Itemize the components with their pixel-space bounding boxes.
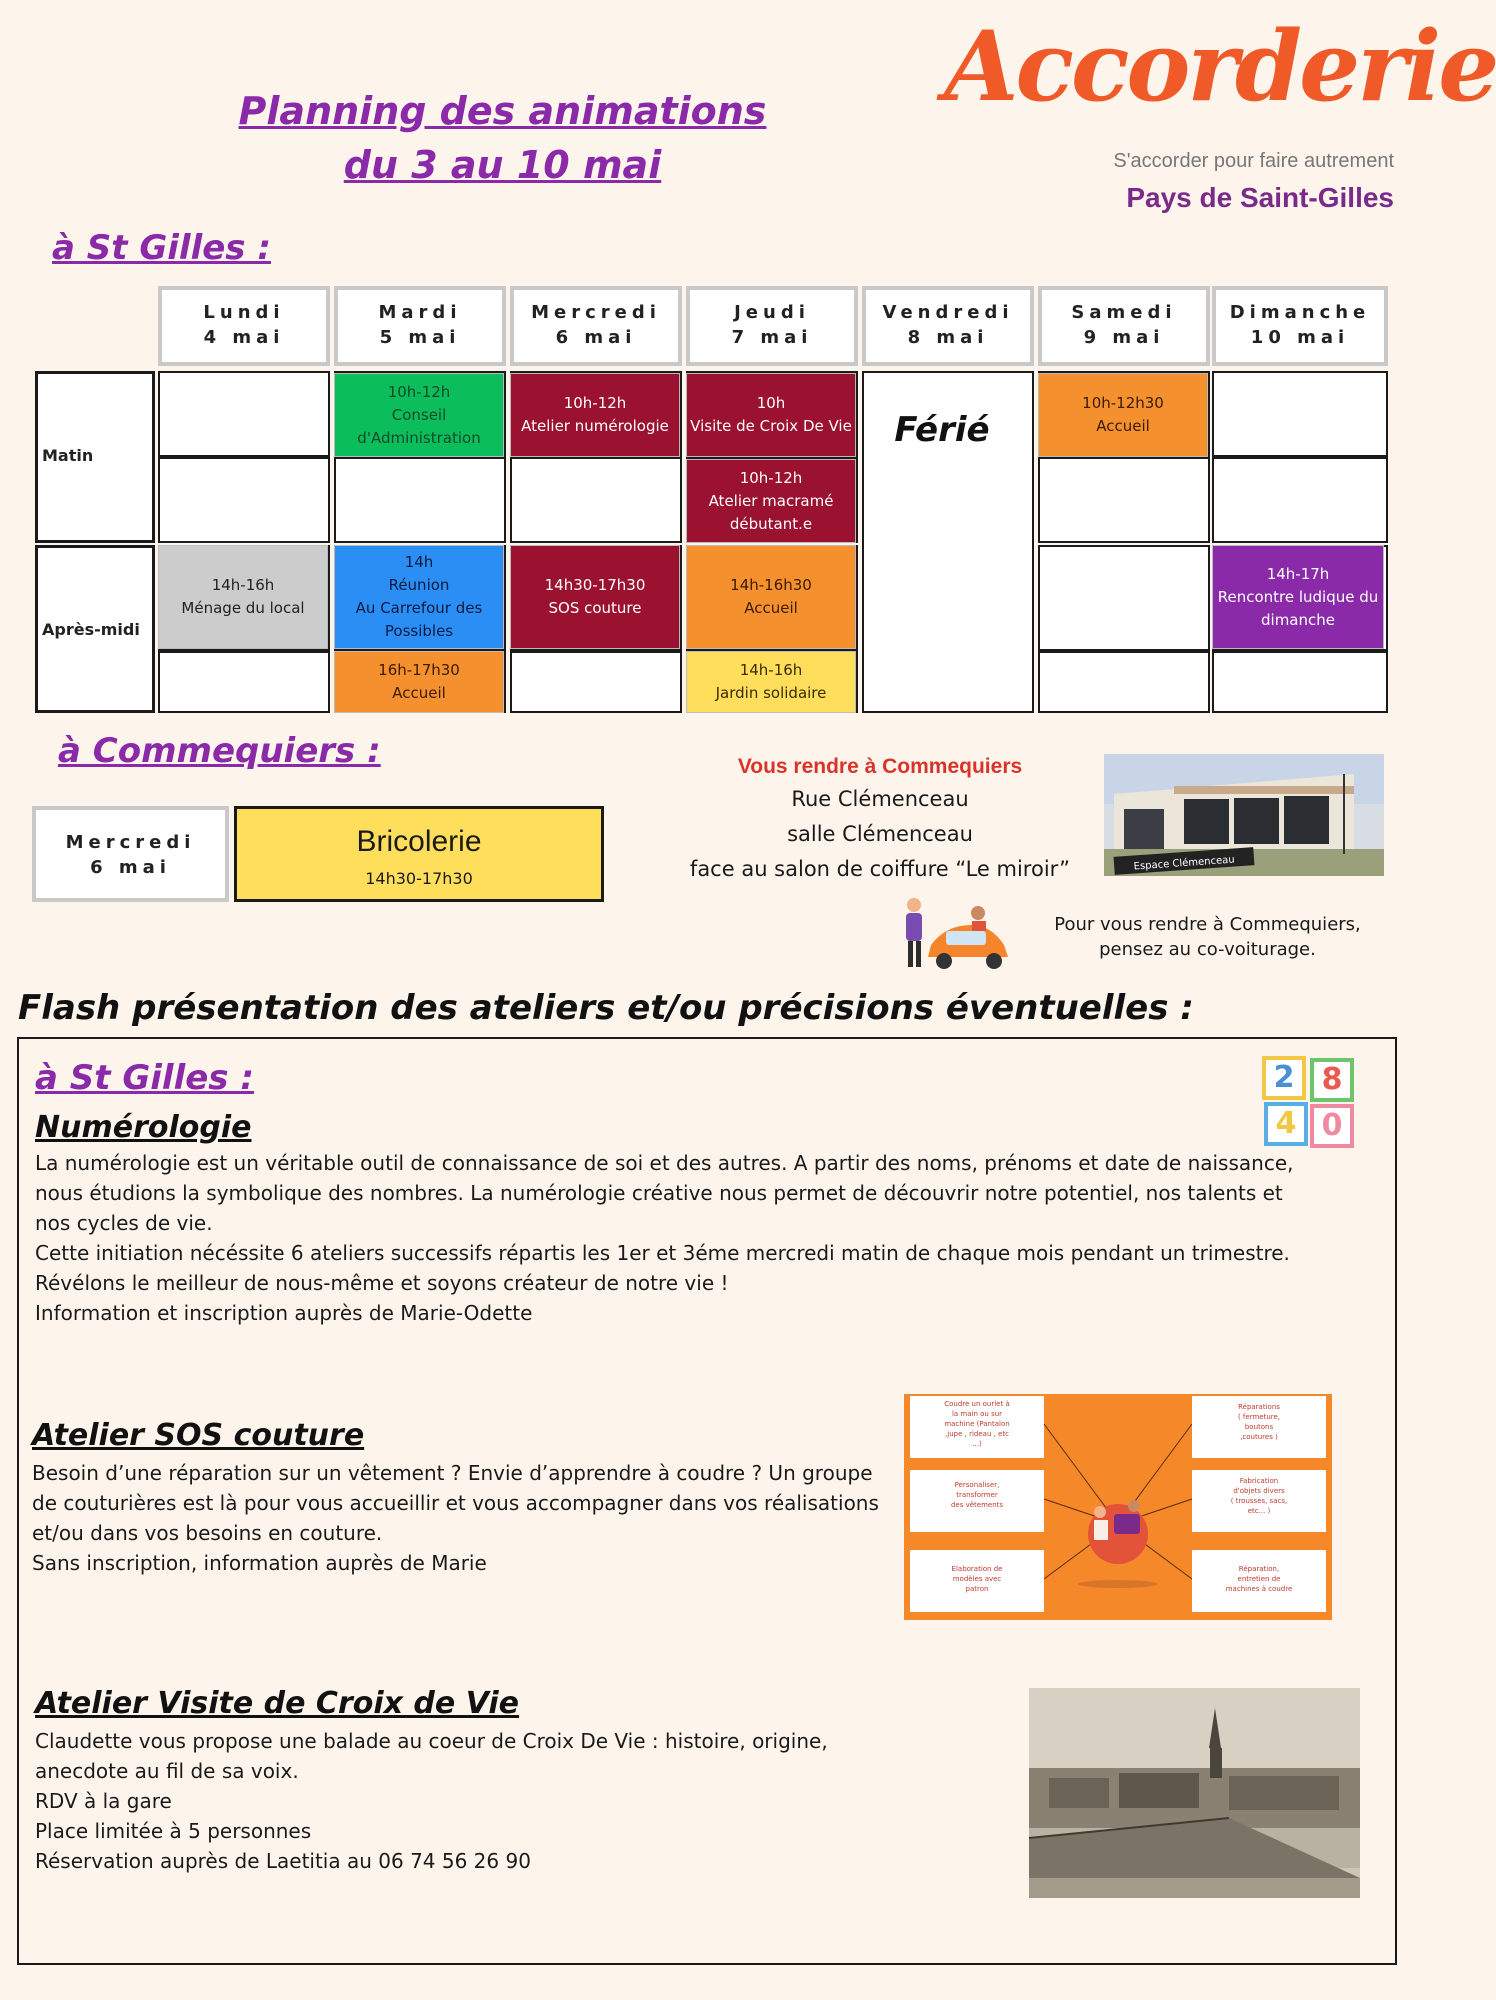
event-jardin-solidaire: 14h-16h Jardin solidaire	[686, 651, 856, 713]
day-header-mercredi: Mercredi 6 mai	[510, 286, 682, 366]
infographic-ourlet: Coudre un ourlet à la main ou sur machine (Pantalon ,jupe , rideau , etc ...)	[910, 1396, 1044, 1458]
row-label-afternoon: Après-midi	[35, 545, 155, 713]
infographic-personnaliser: Personaliser, transformer des vêtements	[910, 1470, 1044, 1532]
numerologie-text: La numérologie est un véritable outil de connaissance de soi et des autres. A partir des noms, prénoms et date de naissance, nous étudions la symbolique des nombres. La numérologie créative nous permet de découvrir notre potentiel, nos talents et nos cycles de vie. Cette initiation nécéssite 6 ateliers successifs répartis les 1er et 3éme mercredi matin de chaque mois pendant un trimestre. Révélons le meilleur de nous-même et soyons créateur de notre vie ! Information et inscription auprès de Marie-Odette	[35, 1151, 1294, 1325]
directions-line-1: Rue Clémenceau	[791, 787, 969, 811]
croix-de-vie-text: Claudette vous propose une balade au coeur de Croix De Vie : histoire, origine, anecdote au fil de sa voix. RDV à la gare Place limitée à 5 personnes Réservation auprès de Laetitia au 06 74 56 26 90	[35, 1729, 828, 1873]
event-menage-local: 14h-16h Ménage du local	[158, 545, 328, 649]
logo-word: Accorderie	[944, 10, 1496, 123]
carpool-note: Pour vous rendre à Commequiers, pensez au co-voiturage.	[1054, 914, 1361, 960]
building-illustration	[1104, 754, 1384, 876]
espace-clemenceau-photo	[1104, 754, 1384, 876]
infographic-reparations: Réparations ( fermeture, boutons ,coutures )	[1192, 1396, 1326, 1458]
row-label-morning: Matin	[35, 371, 155, 543]
infographic-fabrication: Fabrication d'objets divers ( trousses, sacs, etc... )	[1192, 1470, 1326, 1532]
infographic-elaboration: Elaboration de modèles avec patron	[910, 1550, 1044, 1612]
day-header-jeudi: Jeudi 7 mai	[686, 286, 858, 366]
st-gilles-heading: à St Gilles :	[52, 228, 271, 268]
event-visite-croix-de-vie: 10h Visite de Croix De Vie	[686, 373, 856, 457]
numbers-dice-icon: 2 8 4 0	[1260, 1054, 1360, 1148]
carpool-illustration	[896, 895, 1016, 977]
schedule-cell	[1038, 545, 1210, 651]
flash-st-gilles-heading: à St Gilles :	[35, 1058, 254, 1098]
bricolerie-event	[234, 806, 604, 902]
sos-couture-text: Besoin d’une réparation sur un vêtement ? Envie d’apprendre à coudre ? Un groupe de couturières est là pour vous accueillir et vous accompagner dans vos réalisations et/ou dans vos besoins en couture. Sans inscription, information auprès de Marie	[32, 1461, 879, 1575]
schedule-cell	[510, 457, 682, 543]
infographic-reparation-machines: Réparation, entretien de machines à coudre	[1192, 1550, 1326, 1612]
day-header-dimanche: Dimanche 10 mai	[1212, 286, 1388, 366]
sos-couture-infographic	[904, 1394, 1332, 1620]
photo-caption: Espace Clémenceau	[1133, 854, 1235, 873]
old-town-illustration	[1029, 1688, 1360, 1898]
bricolerie-time: 14h30-17h30	[365, 869, 473, 888]
numerologie-title: Numérologie	[35, 1110, 252, 1145]
event-mardi-accueil: 16h-17h30 Accueil	[334, 651, 504, 713]
sos-couture-title: Atelier SOS couture	[32, 1418, 365, 1453]
event-jeudi-accueil: 14h-16h30 Accueil	[686, 545, 856, 649]
car-icon	[896, 895, 1016, 977]
event-atelier-numerologie: 10h-12h Atelier numérologie	[510, 373, 680, 457]
holiday-label: Férié	[894, 410, 990, 450]
event-atelier-macrame: 10h-12h Atelier macramé débutant.e	[686, 459, 856, 543]
schedule-cell	[510, 651, 682, 713]
day-header-samedi: Samedi 9 mai	[1038, 286, 1210, 366]
event-reunion-carrefour: 14h Réunion Au Carrefour des Possibles	[334, 545, 504, 649]
accorderie-logo	[944, 10, 1496, 213]
schedule-cell	[1212, 371, 1388, 457]
schedule-cell	[334, 457, 506, 543]
croix-de-vie-title: Atelier Visite de Croix de Vie	[35, 1686, 520, 1721]
logo-tagline: S'accorder pour faire autrement	[1113, 150, 1394, 172]
bricolerie-title: Bricolerie	[356, 825, 482, 858]
commequiers-heading: à Commequiers :	[58, 731, 381, 771]
event-rencontre-ludique: 14h-17h Rencontre ludique du dimanche	[1212, 545, 1384, 649]
event-conseil-administration: 10h-12h Conseil d'Administration	[334, 373, 504, 457]
logo-place: Pays de Saint-Gilles	[1126, 182, 1394, 213]
directions-title: Vous rendre à Commequiers	[737, 755, 1023, 778]
schedule-cell	[1038, 651, 1210, 713]
directions-line-3: face au salon de coiffure “Le miroir”	[689, 857, 1071, 881]
schedule-cell	[1212, 651, 1388, 713]
schedule-cell	[158, 371, 330, 457]
commequiers-day-header: Mercredi 6 mai	[32, 806, 229, 902]
flash-heading: Flash présentation des ateliers et/ou précisions éventuelles :	[18, 988, 1194, 1028]
day-header-mardi: Mardi 5 mai	[334, 286, 506, 366]
schedule-cell	[1212, 457, 1388, 543]
day-header-lundi: Lundi 4 mai	[158, 286, 330, 366]
schedule-cell	[1038, 457, 1210, 543]
event-samedi-accueil: 10h-12h30 Accueil	[1038, 373, 1208, 457]
directions-line-2: salle Clémenceau	[787, 822, 973, 846]
croix-de-vie-postcard	[1029, 1688, 1360, 1898]
page-title: Planning des animations du 3 au 10 mai	[238, 89, 767, 187]
schedule-cell	[158, 651, 330, 713]
commequiers-directions	[660, 752, 1100, 887]
event-sos-couture: 14h30-17h30 SOS couture	[510, 545, 680, 649]
schedule-cell	[158, 457, 330, 543]
day-header-vendredi: Vendredi 8 mai	[862, 286, 1034, 366]
